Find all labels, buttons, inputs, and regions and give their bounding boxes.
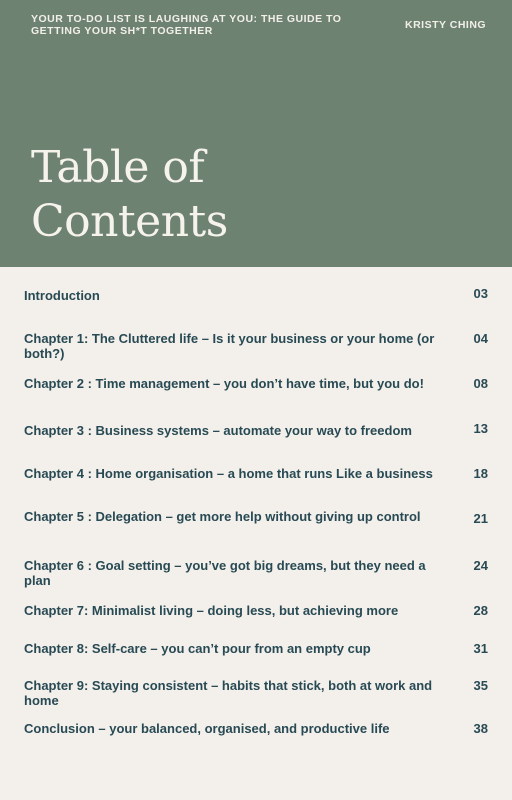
toc-entry-label: Chapter 7: Minimalist living – doing less, but achieving more	[24, 603, 399, 618]
toc-entry-label: Chapter 8: Self-care – you can’t pour from an empty cup	[24, 641, 371, 656]
toc-entry-label: Chapter 9: Staying consistent – habits that stick, both at work and home	[24, 678, 433, 708]
toc-entry-label: Chapter 6 : Goal setting – you’ve got big dreams, but they need a plan	[24, 558, 426, 588]
toc-entry-label: Chapter 5 : Delegation – get more help without giving up control	[24, 509, 421, 524]
toc-entry-page: 21	[473, 511, 488, 526]
author-name: KRISTY CHING	[405, 19, 487, 31]
toc-entry-label: Chapter 4 : Home organisation – a home that runs Like a business	[24, 466, 433, 481]
toc-entry-page: 04	[473, 331, 488, 346]
toc-entry-page: 24	[473, 558, 488, 573]
book-title: YOUR TO-DO LIST IS LAUGHING AT YOU: THE GUIDE TO GETTING YOUR SH*T TOGETHER	[31, 13, 342, 37]
toc-entry-page: 08	[473, 376, 488, 391]
toc-entry-page: 31	[473, 641, 488, 656]
toc-entry-page: 28	[473, 603, 488, 618]
header-banner	[0, 0, 512, 267]
toc-entry-page: 18	[473, 466, 488, 481]
page-title: Table of Contents	[31, 142, 228, 247]
toc-entry-label: Conclusion – your balanced, organised, and productive life	[24, 721, 390, 736]
toc-entry-label: Chapter 3 : Business systems – automate your way to freedom	[24, 423, 412, 438]
toc-entry-page: 38	[473, 721, 488, 736]
toc-entry-page: 03	[473, 286, 488, 301]
toc-entry-label: Introduction	[24, 288, 100, 303]
toc-entry-label: Chapter 2 : Time management – you don’t have time, but you do!	[24, 376, 424, 391]
toc-entry-page: 35	[473, 678, 488, 693]
toc-entry-label: Chapter 1: The Cluttered life – Is it your business or your home (or both?)	[24, 331, 435, 361]
toc-entry-page: 13	[473, 421, 488, 436]
